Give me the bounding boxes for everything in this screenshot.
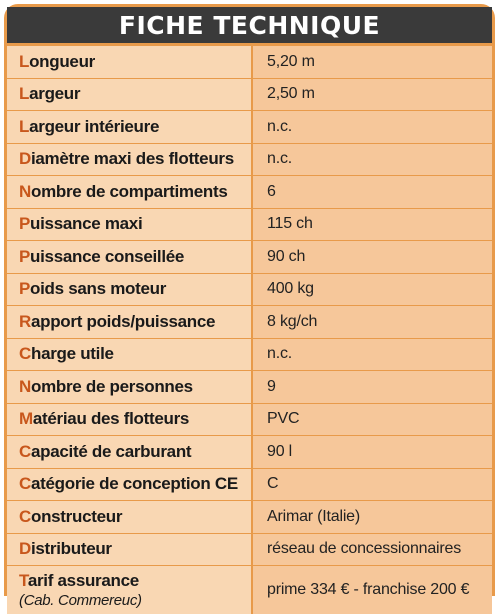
label-text: oids sans moteur	[30, 279, 167, 299]
spec-value: prime 334 € - franchise 200 €	[253, 566, 492, 614]
label-text: onstructeur	[30, 506, 123, 526]
spec-value: 90 l	[253, 436, 492, 468]
label-text: apacité de carburant	[30, 441, 192, 461]
label-text: argeur	[29, 84, 81, 104]
spec-row	[7, 274, 492, 307]
spec-value: C	[253, 469, 492, 501]
label-initial: C	[19, 344, 31, 364]
spec-row	[7, 111, 492, 144]
spec-label	[7, 111, 253, 143]
spec-label	[7, 371, 253, 403]
label-initial: P	[19, 214, 31, 234]
spec-row	[7, 501, 492, 534]
spec-value: 9	[253, 371, 492, 403]
spec-value: 90 ch	[253, 241, 492, 273]
label-initial: L	[19, 116, 30, 136]
spec-row	[7, 241, 492, 274]
label-initial: C	[19, 506, 31, 526]
label-initial: L	[19, 51, 30, 71]
spec-row	[7, 79, 492, 112]
spec-value: 115 ch	[253, 209, 492, 241]
sheet-title: FICHE TECHNIQUE	[7, 7, 492, 46]
spec-value: 2,50 m	[253, 79, 492, 111]
spec-value: 8 kg/ch	[253, 306, 492, 338]
spec-label	[7, 176, 253, 208]
spec-label	[7, 79, 253, 111]
spec-value: n.c.	[253, 111, 492, 143]
spec-label	[7, 404, 253, 436]
label-text: iamètre maxi des flotteurs	[30, 149, 234, 169]
spec-row	[7, 176, 492, 209]
spec-rows	[7, 46, 492, 614]
spec-value: PVC	[253, 404, 492, 436]
label-text: argeur intérieure	[29, 116, 160, 136]
spec-label	[7, 534, 253, 566]
label-text: ongueur	[29, 51, 95, 71]
label-initial: N	[19, 181, 31, 201]
spec-row	[7, 339, 492, 372]
spec-label	[7, 209, 253, 241]
label-initial: C	[19, 474, 31, 494]
label-text: atériau des flotteurs	[32, 409, 190, 429]
label-initial: P	[19, 279, 31, 299]
label-text: arif assurance	[27, 571, 139, 590]
spec-row	[7, 436, 492, 469]
spec-sheet	[4, 4, 495, 609]
spec-label	[7, 241, 253, 273]
label-initial: R	[19, 311, 31, 331]
spec-label	[7, 274, 253, 306]
spec-row	[7, 46, 492, 79]
label-initial: C	[19, 441, 31, 461]
label-text: harge utile	[30, 344, 114, 364]
label-initial: D	[19, 539, 31, 559]
spec-label	[7, 469, 253, 501]
spec-label	[7, 306, 253, 338]
spec-label	[7, 436, 253, 468]
label-text: uissance conseillée	[30, 246, 185, 266]
label-text: atégorie de conception CE	[30, 474, 238, 494]
spec-row	[7, 144, 492, 177]
label-initial: T	[19, 571, 28, 590]
label-text: ombre de personnes	[30, 376, 193, 396]
label-subtext: (Cab. Commereuc)	[19, 592, 142, 609]
spec-row	[7, 469, 492, 502]
label-initial: P	[19, 246, 31, 266]
spec-row	[7, 566, 492, 614]
spec-value: 6	[253, 176, 492, 208]
spec-label	[7, 566, 253, 614]
spec-value: réseau de concessionnaires	[253, 534, 492, 566]
label-text: ombre de compartiments	[30, 181, 228, 201]
spec-label	[7, 46, 253, 78]
spec-row	[7, 371, 492, 404]
label-text: uissance maxi	[30, 214, 143, 234]
label-text: apport poids/puissance	[30, 311, 216, 331]
spec-value: Arimar (Italie)	[253, 501, 492, 533]
spec-label	[7, 144, 253, 176]
spec-label	[7, 501, 253, 533]
spec-value: n.c.	[253, 144, 492, 176]
label-initial: D	[19, 149, 31, 169]
label-initial: M	[19, 409, 33, 429]
spec-label	[7, 339, 253, 371]
spec-row	[7, 306, 492, 339]
spec-value: 400 kg	[253, 274, 492, 306]
spec-row	[7, 534, 492, 567]
spec-row	[7, 209, 492, 242]
spec-value: n.c.	[253, 339, 492, 371]
label-initial: L	[19, 84, 30, 104]
spec-row	[7, 404, 492, 437]
label-text: istributeur	[30, 539, 112, 559]
spec-value: 5,20 m	[253, 46, 492, 78]
label-initial: N	[19, 376, 31, 396]
